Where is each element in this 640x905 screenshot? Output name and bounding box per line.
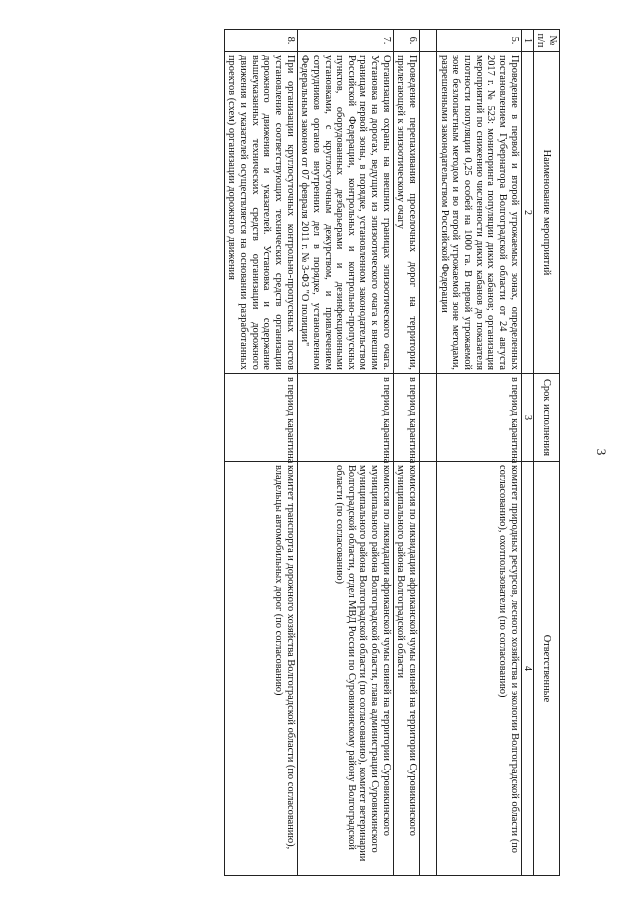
row-number: 8. — [224, 30, 297, 52]
measure-responsible: комиссия по ликвидации африканской чумы свиней на территории Суровикинского муниципального района Волгоградской области — [393, 462, 419, 876]
measure-term: в период карантина — [393, 374, 419, 462]
column-index: 1 — [521, 30, 533, 52]
measure-responsible: комитет транспорта и дорожного хозяйства Волгоградской области (по согласованию), владельцы автомобильных дорог (по согласованию) — [224, 462, 297, 876]
column-index: 4 — [521, 462, 533, 876]
table-row — [224, 30, 297, 876]
measures-table — [224, 29, 560, 876]
measure-term: в период карантина — [224, 374, 297, 462]
header-number: № п/п — [533, 30, 559, 52]
measure-name: При организации круглосуточных контрольно-пропускных постов установление соответствующих технических средств организации дорожного движения и указателей. Установка и содержание вышеуказанных технических средств организации дорожного движения и указателей осуществляется на основании разработанных проектов (схем) организации дорожного движения — [224, 52, 297, 374]
measure-name: Проведение в первой и второй угрожаемых зонах, определенных постановлением Губернатора Волгоградской области от 24 августа 2017 г. № 523: мониторинга популяции диких кабанов; организация мероприятий по снижению численности диких кабанов до показателя плотности популяции 0,25 особей на 1000 га. В первой угрожаемой зоне безлопастным методом и во второй угрожаемой зоне методами, разрешенными законодательством Российской Федерации — [437, 52, 521, 374]
row-number: 7. — [297, 30, 393, 52]
table-row — [393, 30, 419, 876]
row-number: 6. — [393, 30, 419, 52]
rotated-table-container — [80, 29, 560, 875]
header-name: Наименование мероприятий — [533, 52, 559, 374]
column-index-row — [521, 30, 533, 876]
table-row — [437, 30, 521, 876]
measure-name: Проведение перепахивания проселочных дорог на территории, прилегающей к эпизоотическому очагу — [393, 52, 419, 374]
table-row — [297, 30, 393, 876]
row-number: 5. — [437, 30, 521, 52]
header-responsible: Ответственные — [533, 462, 559, 876]
column-index: 3 — [521, 374, 533, 462]
measure-name: Организация охраны на внешних границах эпизоотического очага. Установка на дорогах, ведущих из эпизоотического очага к внешним границам первой зоны, в порядке, установленном законодательством Российской Федерации, контрольных и контрольно-пропускных пунктов, оборудованных дезбарьерами и дезинфекционными установками, с круглосуточным дежурством, и привлечением сотрудников органов внутренних дел в порядке, установленном Федеральным законом от 07 февраля 2011 г. № 3-ФЗ "О полиции" — [297, 52, 393, 374]
measure-term: в период карантина — [437, 374, 521, 462]
header-term: Срок исполнения — [533, 374, 559, 462]
measure-responsible: комитет природных ресурсов, лесного хозяйства и экологии Волгоградской области (по согласованию), охотпользователи (по согласованию) — [437, 462, 521, 876]
table-spacer-row — [420, 30, 437, 876]
page-number: 3 — [594, 448, 609, 456]
measure-responsible: комиссия по ликвидации африканской чумы свиней на территории Суровикинского муниципального района Волгоградской области, глава администрации Суровикинского муниципального района Волгоградской области (по согласованию), комитет ветеринарии Волгоградской области, отдел МВД России по Суровикинскому району Волгоградской области (по согласованию) — [297, 462, 393, 876]
measure-term: в период карантина — [297, 374, 393, 462]
column-index: 2 — [521, 52, 533, 374]
table-header-row — [533, 30, 559, 876]
